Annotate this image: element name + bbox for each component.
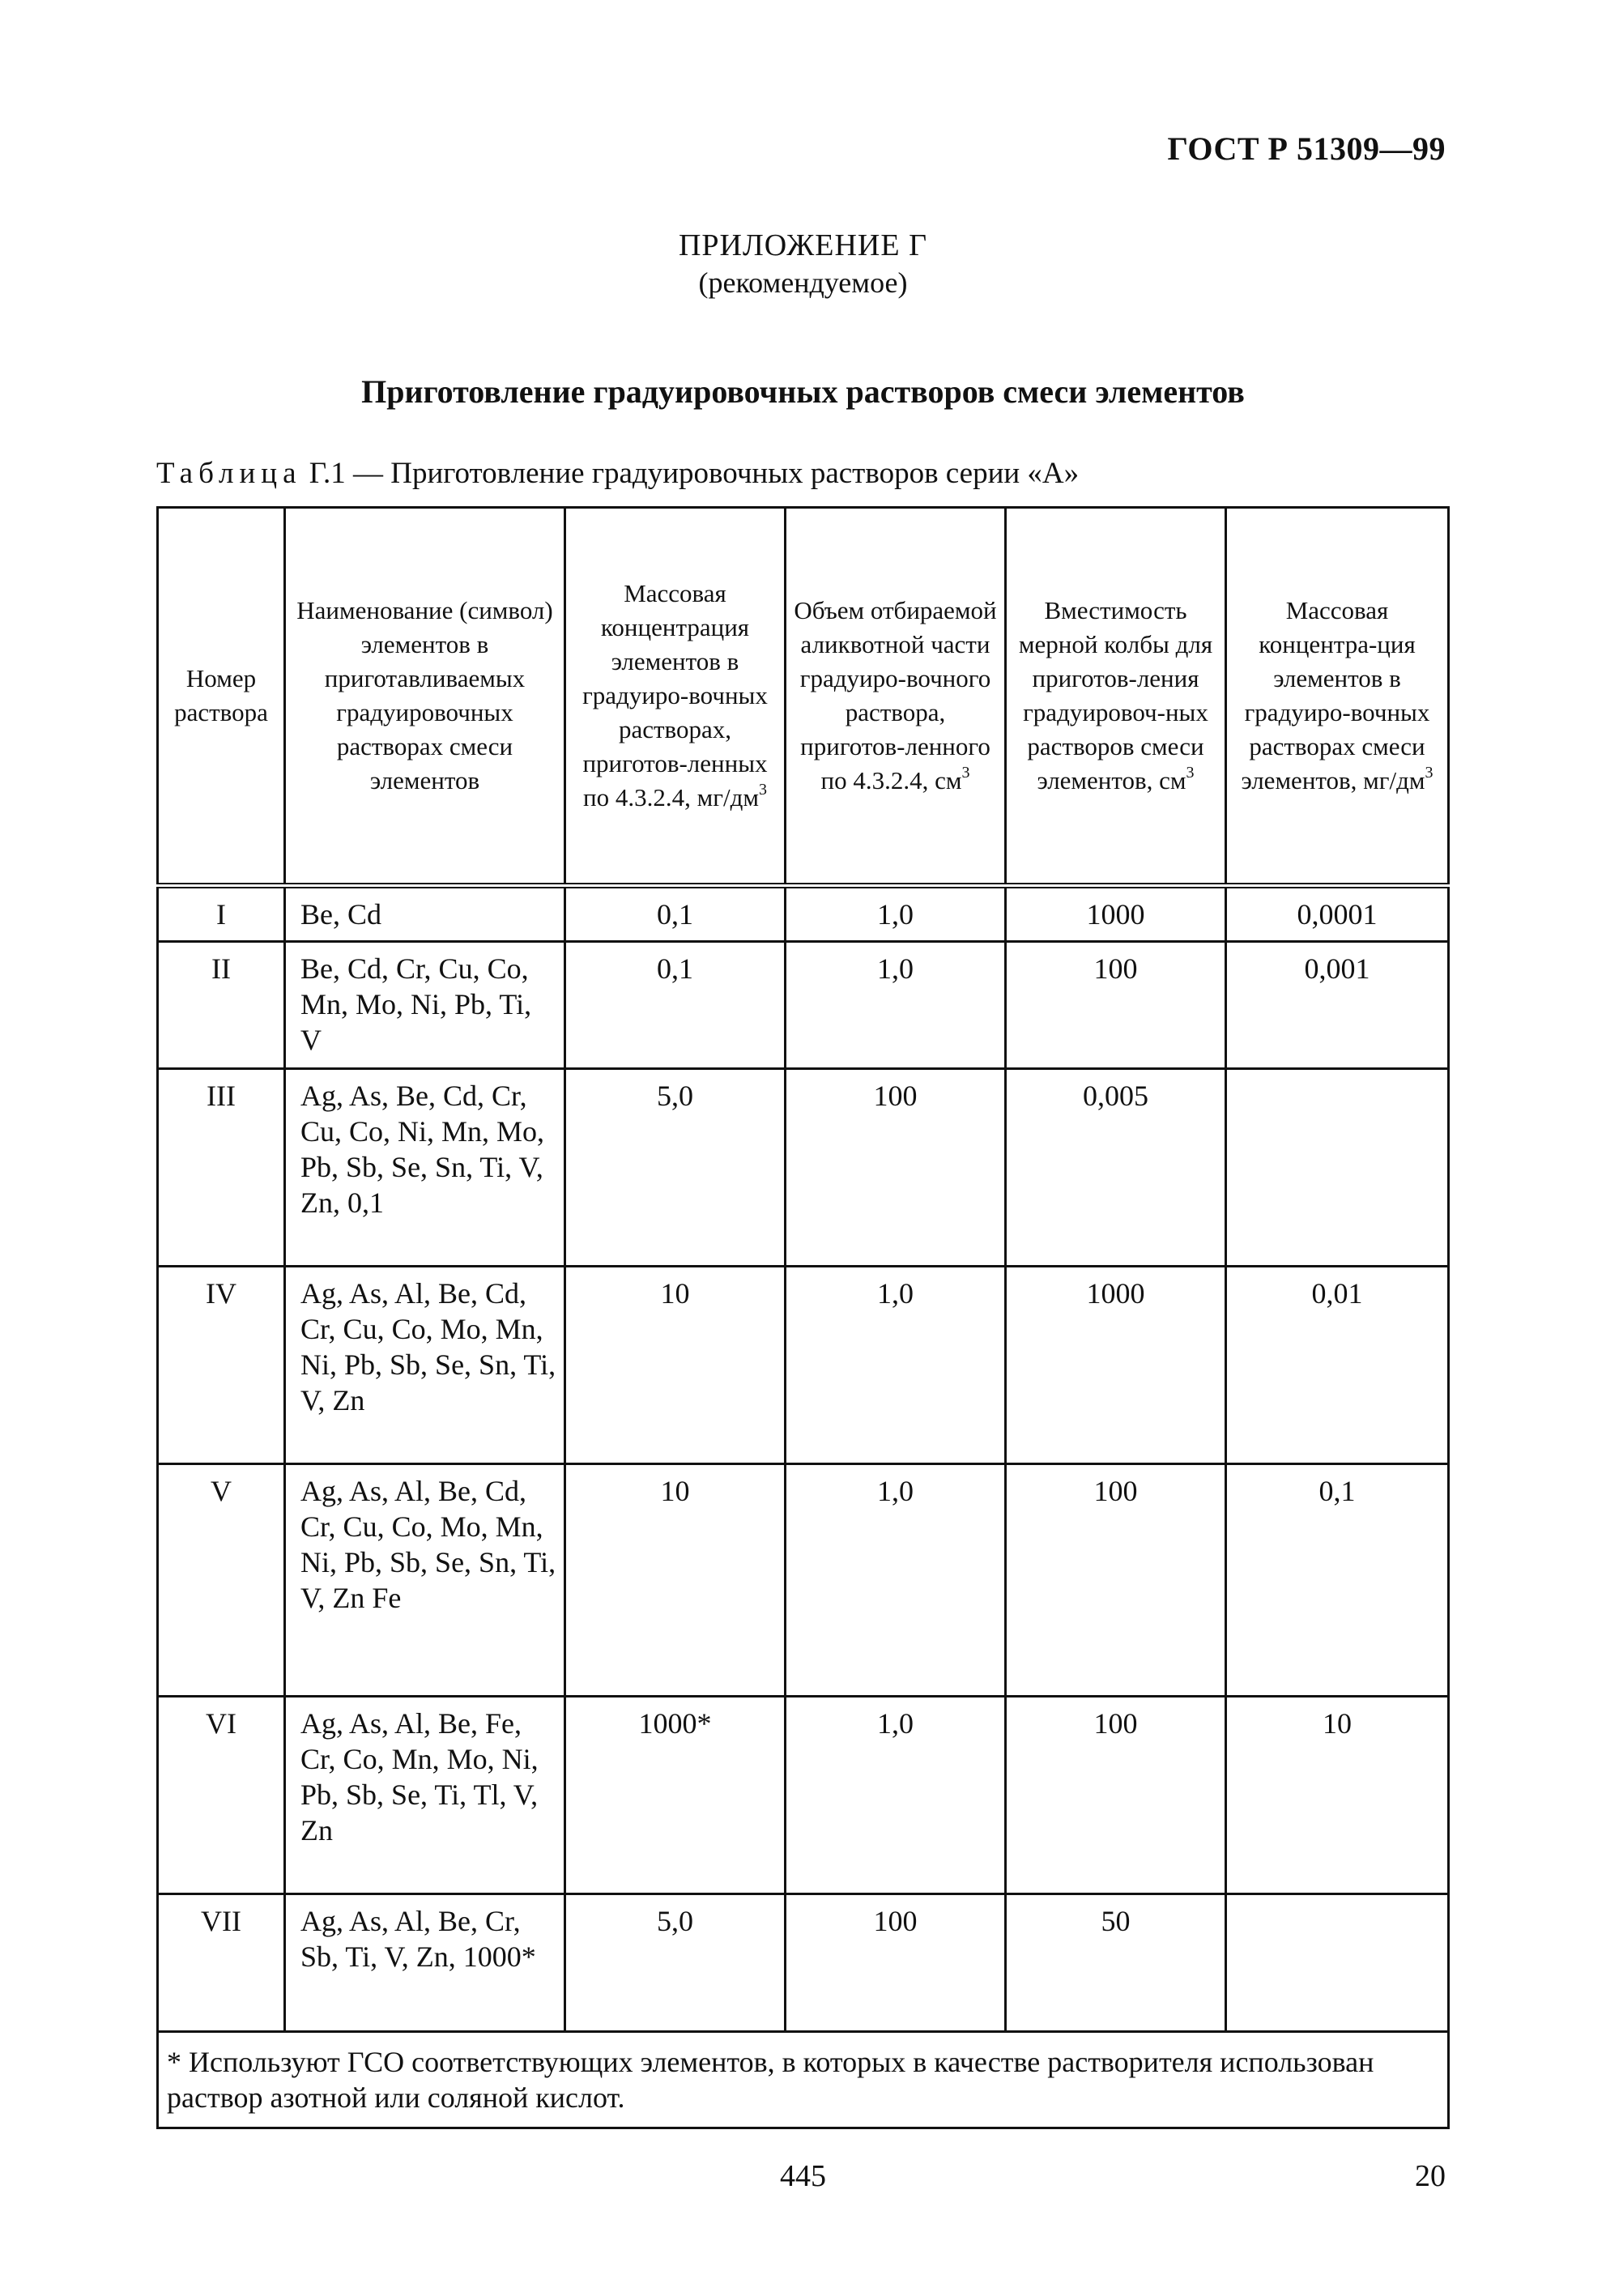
cell-flask-volume: 100 bbox=[1006, 1464, 1226, 1697]
cell-elements: Be, Cd bbox=[285, 886, 565, 942]
superscript-three: 3 bbox=[758, 781, 767, 799]
cell-solution-number: VII bbox=[158, 1894, 285, 2032]
cell-mass-concentration-source: 1000* bbox=[565, 1697, 786, 1894]
cell-elements: Ag, As, Al, Be, Cd, Cr, Cu, Co, Mo, Mn, Ni, Pb, Sb, Se, Sn, Ti, V, Zn bbox=[285, 1267, 565, 1464]
superscript-three: 3 bbox=[961, 764, 970, 782]
cell-mass-concentration-source: 0,1 bbox=[565, 886, 786, 942]
table-row bbox=[158, 1697, 1449, 1894]
cell-solution-number: I bbox=[158, 886, 285, 942]
cell-flask-volume: 100 bbox=[1006, 942, 1226, 1069]
cell-mass-concentration-result: 0,01 bbox=[1226, 1267, 1449, 1464]
table-row bbox=[158, 1464, 1449, 1697]
table-row bbox=[158, 886, 1449, 942]
cell-mass-concentration-result: 10 bbox=[1226, 1697, 1449, 1894]
cell-mass-concentration-result: 0,001 bbox=[1226, 942, 1449, 1069]
header-solution-number: Номер раствора bbox=[158, 508, 285, 886]
table-row bbox=[158, 1894, 1449, 2032]
document-code: ГОСТ Р 51309—99 bbox=[1167, 130, 1446, 167]
table-row bbox=[158, 1069, 1449, 1267]
cell-aliquot-volume: 100 bbox=[786, 1069, 1006, 1267]
section-title: Приготовление градуировочных растворов смеси элементов bbox=[361, 373, 1245, 410]
appendix-subtitle: (рекомендуемое) bbox=[698, 266, 908, 299]
header-mass-concentration-result: Массовая концентра-ция элементов в градуиро-вочных растворах смеси элементов, $мг/дм^3$ bbox=[1226, 508, 1449, 886]
superscript-three: 3 bbox=[1186, 764, 1195, 782]
calibration-table bbox=[156, 506, 1450, 2129]
cell-aliquot-volume: 1,0 bbox=[786, 1464, 1006, 1697]
table-caption-label: Таблица bbox=[156, 457, 302, 490]
cell-solution-number: IV bbox=[158, 1267, 285, 1464]
cell-mass-concentration-source: 10 bbox=[565, 1267, 786, 1464]
cell-aliquot-volume: 1,0 bbox=[786, 886, 1006, 942]
cell-solution-number: II bbox=[158, 942, 285, 1069]
cell-elements: Be, Cd, Cr, Cu, Co, Mn, Mo, Ni, Pb, Ti, V bbox=[285, 942, 565, 1069]
cell-flask-volume: 1000 bbox=[1006, 1267, 1226, 1464]
table-header-row bbox=[158, 508, 1449, 886]
cell-solution-number: VI bbox=[158, 1697, 285, 1894]
table-row bbox=[158, 1267, 1449, 1464]
cell-elements: Ag, As, Al, Be, Fe, Cr, Co, Mn, Mo, Ni, Pb, Sb, Se, Ti, Tl, V, Zn bbox=[285, 1697, 565, 1894]
table-caption-text: Г.1 — Приготовление градуировочных растворов серии «А» bbox=[301, 457, 1080, 490]
table-row bbox=[158, 942, 1449, 1069]
table-caption bbox=[156, 456, 1079, 491]
page-number: 445 bbox=[780, 2159, 826, 2193]
superscript-three: 3 bbox=[1425, 764, 1433, 782]
cell-aliquot-volume: 1,0 bbox=[786, 1267, 1006, 1464]
cell-aliquot-volume: 1,0 bbox=[786, 1697, 1006, 1894]
cell-elements: Ag, As, Be, Cd, Cr, Cu, Co, Ni, Mn, Mo, Pb, Sb, Se, Sn, Ti, V, Zn, 0,1 bbox=[285, 1069, 565, 1267]
cell-flask-volume: 0,005 bbox=[1006, 1069, 1226, 1267]
cell-aliquot-volume: 100 bbox=[786, 1894, 1006, 2032]
cell-elements: Ag, As, Al, Be, Cr, Sb, Ti, V, Zn, 1000* bbox=[285, 1894, 565, 2032]
cell-solution-number: V bbox=[158, 1464, 285, 1697]
cell-flask-volume: 1000 bbox=[1006, 886, 1226, 942]
cell-mass-concentration-source: 10 bbox=[565, 1464, 786, 1697]
cell-mass-concentration-source: 0,1 bbox=[565, 942, 786, 1069]
header-element-names: Наименование (символ) элементов в приготавливаемых градуировочных растворах смеси элементов bbox=[285, 508, 565, 886]
appendix-title: ПРИЛОЖЕНИЕ Г bbox=[678, 228, 928, 262]
cell-solution-number: III bbox=[158, 1069, 285, 1267]
cell-flask-volume: 100 bbox=[1006, 1697, 1226, 1894]
cell-mass-concentration-source: 5,0 bbox=[565, 1069, 786, 1267]
cell-mass-concentration-result: 0,1 bbox=[1226, 1464, 1449, 1697]
sheet-number: 20 bbox=[1415, 2159, 1446, 2193]
header-flask-volume: Вместимость мерной колбы для приготов-ления градуировоч-ных растворов смеси элементов, $см^3$ bbox=[1006, 508, 1226, 886]
table-footnote-row bbox=[158, 2032, 1449, 2128]
table-footnote: * Используют ГСО соответствующих элементов, в которых в качестве растворителя использован раствор азотной или соляной кислот. bbox=[158, 2032, 1449, 2128]
cell-mass-concentration-result bbox=[1226, 1894, 1449, 2032]
cell-mass-concentration-result bbox=[1226, 1069, 1449, 1267]
header-aliquot-volume: Объем отбираемой аликвотной части градуиро-вочного раствора, приготов-ленного по 4.3.2.4, $см^3$ bbox=[786, 508, 1006, 886]
cell-elements: Ag, As, Al, Be, Cd, Cr, Cu, Co, Mo, Mn, Ni, Pb, Sb, Se, Sn, Ti, V, Zn Fe bbox=[285, 1464, 565, 1697]
cell-aliquot-volume: 1,0 bbox=[786, 942, 1006, 1069]
cell-mass-concentration-result: 0,0001 bbox=[1226, 886, 1449, 942]
cell-flask-volume: 50 bbox=[1006, 1894, 1226, 2032]
cell-mass-concentration-source: 5,0 bbox=[565, 1894, 786, 2032]
header-mass-concentration-source: Массовая концентрация элементов в градуиро-вочных растворах, приготов-ленных по 4.3.2.4, $мг/дм^3$ bbox=[565, 508, 786, 886]
